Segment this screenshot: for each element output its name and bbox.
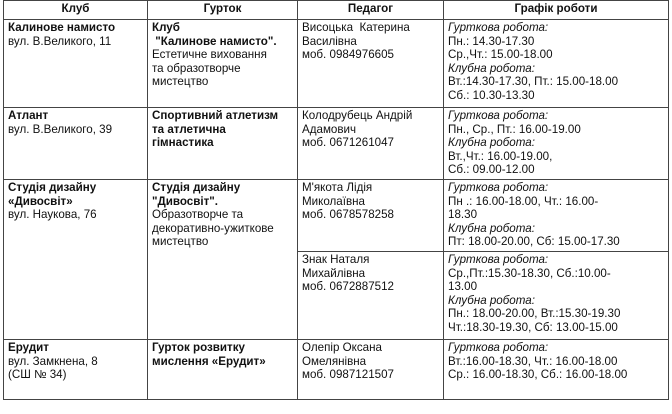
table-header-row bbox=[4, 1, 669, 20]
club-cell bbox=[4, 108, 148, 180]
circle-description: та образотворче bbox=[152, 61, 241, 75]
circle-title: Спортивний атлетизм bbox=[152, 109, 279, 122]
circle-work-label: Гурткова робота: bbox=[448, 253, 549, 266]
circle-work-label: Гурткова робота: bbox=[448, 181, 549, 194]
club-cell bbox=[4, 180, 148, 340]
teacher-phone: моб. 0671261047 bbox=[302, 136, 394, 150]
table-row bbox=[4, 108, 669, 180]
circle-description: Образотворче та bbox=[152, 208, 244, 222]
schedule-line: Пн.: 18.00-20.00, Вт.:15.30-19.30 bbox=[448, 307, 621, 321]
club-name: Ерудит bbox=[8, 341, 49, 354]
club-cell bbox=[4, 20, 148, 108]
schedule-table bbox=[3, 0, 669, 400]
schedule-line: Пт: 18.00-20.00, Сб: 15.00-17.30 bbox=[448, 235, 620, 249]
teacher-name: Колодрубець Андрій bbox=[302, 109, 413, 122]
schedule-cell bbox=[444, 252, 669, 340]
schedule-line: Вт.,Чт.: 16.00-19.00, bbox=[448, 149, 553, 163]
schedule-line: Чт.:18.30-19.30, Сб: 13.00-15.00 bbox=[448, 320, 618, 334]
schedule-cell bbox=[444, 180, 669, 252]
teacher-phone: моб. 0987121507 bbox=[302, 368, 394, 382]
circle-cell bbox=[148, 20, 298, 108]
circle-title: гімнастика bbox=[152, 136, 214, 150]
schedule-line: 13.00 bbox=[448, 280, 478, 294]
schedule-line: Сб.: 10.30-13.30 bbox=[448, 88, 535, 102]
teacher-phone: моб. 0672887512 bbox=[302, 280, 394, 294]
teacher-cell bbox=[298, 252, 444, 340]
club-address: вул. Замкнена, 8 bbox=[8, 354, 98, 368]
schedule-line: Сб.: 09.00-12.00 bbox=[448, 163, 535, 177]
header-club: Клуб bbox=[4, 1, 148, 20]
circle-work-label: Гурткова робота: bbox=[448, 341, 549, 354]
schedule-line: 18.30 bbox=[448, 208, 478, 222]
circle-title: "Калинове намисто". bbox=[152, 34, 277, 48]
teacher-name: М'якота Лідія bbox=[302, 181, 373, 194]
circle-cell bbox=[148, 340, 298, 400]
circle-work-label: Гурткова робота: bbox=[448, 21, 549, 34]
schedule-line: Ср.,Пт.:15.30-18.30, Сб.:10.00- bbox=[448, 266, 611, 280]
circle-title: Студія дизайну bbox=[152, 181, 241, 194]
circle-description: Естетичне виховання bbox=[152, 48, 267, 62]
header-schedule: Графік роботи bbox=[444, 1, 669, 20]
club-address: вул. В.Великого, 39 bbox=[8, 122, 113, 136]
teacher-name: Висоцька Катерина bbox=[302, 21, 410, 34]
circle-title: мислення «Ерудит» bbox=[152, 354, 266, 368]
circle-work-label: Гурткова робота: bbox=[448, 109, 549, 122]
circle-cell bbox=[148, 108, 298, 180]
schedule-line: Ср.,Чт.: 15.00-18.00 bbox=[448, 48, 553, 62]
schedule-line: Пн.: 14.30-17.30 bbox=[448, 34, 535, 48]
teacher-name: Знак Наталя bbox=[302, 253, 370, 266]
schedule-cell bbox=[444, 340, 669, 400]
club-work-label: Клубна робота: bbox=[448, 293, 535, 307]
club-address: (СШ № 34) bbox=[8, 368, 67, 382]
club-work-label: Клубна робота: bbox=[448, 136, 535, 150]
circle-title: та атлетична bbox=[152, 122, 226, 136]
teacher-name: Миколаївна bbox=[302, 194, 365, 208]
club-work-label: Клубна робота: bbox=[448, 221, 535, 235]
circle-title: Клуб bbox=[152, 21, 180, 34]
teacher-cell bbox=[298, 20, 444, 108]
club-name: «Дивосвіт» bbox=[8, 194, 73, 208]
club-name: Студія дизайну bbox=[8, 181, 97, 194]
club-cell bbox=[4, 340, 148, 400]
teacher-phone: моб. 0678578258 bbox=[302, 208, 394, 222]
schedule-cell bbox=[444, 20, 669, 108]
teacher-cell bbox=[298, 180, 444, 252]
club-name: Калинове намисто bbox=[8, 21, 116, 34]
circle-title: "Дивосвіт". bbox=[152, 194, 218, 208]
circle-title: Гурток розвитку bbox=[152, 341, 245, 354]
club-address: вул. Наукова, 76 bbox=[8, 208, 97, 222]
teacher-name: Василівна bbox=[302, 34, 357, 48]
schedule-line: Вт.:16.00-18.30, Чт.: 16.00-18.00 bbox=[448, 354, 618, 368]
table-row bbox=[4, 180, 669, 252]
club-address: вул. В.Великого, 11 bbox=[8, 34, 112, 48]
teacher-name: Омелянівна bbox=[302, 354, 367, 368]
table-row bbox=[4, 20, 669, 108]
teacher-name: Олепір Оксана bbox=[302, 341, 382, 354]
header-teacher: Педагог bbox=[298, 1, 444, 20]
table-row bbox=[4, 340, 669, 400]
schedule-cell bbox=[444, 108, 669, 180]
teacher-name: Адамович bbox=[302, 122, 357, 136]
schedule-line: Вт.:14.30-17.30, Пт.: 15.00-18.00 bbox=[448, 75, 619, 89]
club-work-label: Клубна робота: bbox=[448, 61, 535, 75]
header-circle: Гурток bbox=[148, 1, 298, 20]
circle-description: мистецтво bbox=[152, 75, 209, 89]
club-name: Атлант bbox=[8, 109, 49, 122]
circle-cell bbox=[148, 180, 298, 340]
teacher-phone: моб. 0984976605 bbox=[302, 48, 394, 62]
circle-description: мистецтво bbox=[152, 235, 209, 249]
teacher-name: Михайлівна bbox=[302, 266, 366, 280]
circle-description: декоративно-ужиткове bbox=[152, 221, 274, 235]
schedule-line: Ср.: 16.00-18.30, Сб.: 16.00-18.00 bbox=[448, 368, 628, 382]
teacher-cell bbox=[298, 108, 444, 180]
teacher-cell bbox=[298, 340, 444, 400]
schedule-line: Пн., Ср., Пт.: 16.00-19.00 bbox=[448, 122, 581, 136]
schedule-line: Пн .: 16.00-18.00, Чт.: 16.00- bbox=[448, 194, 599, 208]
